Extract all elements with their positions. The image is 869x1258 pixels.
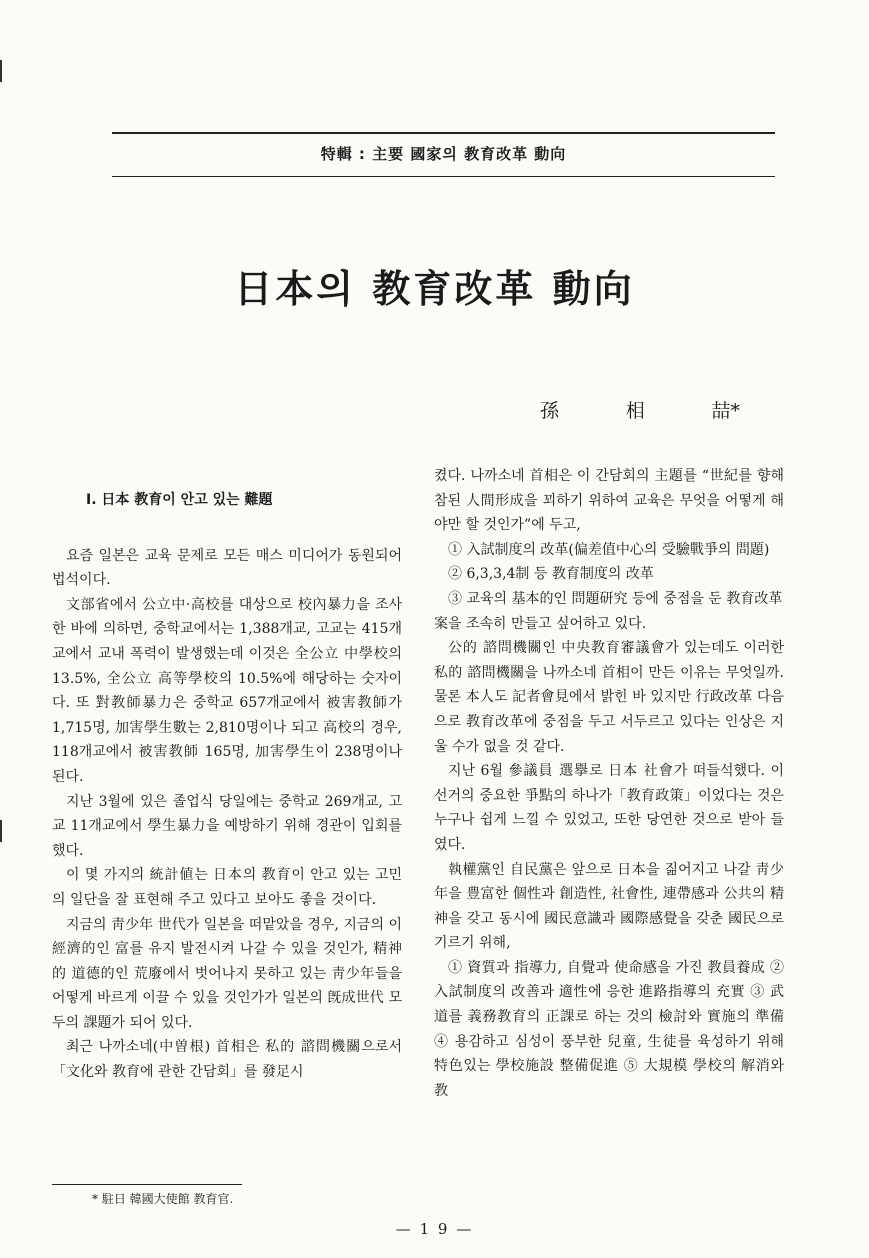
right-column [434,464,784,1103]
paragraph: 執權黨인 自民黨은 앞으로 日本을 짊어지고 나갈 靑少年을 豊富한 個性과 創造性, 社會性, 連帶感과 公共의 精神을 갖고 동시에 國民意識과 國際感覺을 갖춘 國民으로 기르기 위해, [434,861,784,952]
page-number: — 1 9 — [395,1220,474,1238]
list-item: ③ 교육의 基本的인 問題研究 등에 중점을 둔 教育改革案을 조속히 만들고 싶어하고 있다. [434,590,783,632]
paragraph: 지난 3월에 있은 졸업식 당일에는 중학교 269개교, 고교 11개교에서 學生暴力을 예방하기 위해 경관이 입회를 했다. [52,793,402,859]
header-rule-bottom [112,176,775,177]
header-rule-top [112,132,775,134]
left-column [52,488,402,1085]
paragraph: 켰다. 나까소네 首相은 이 간담회의 主題를 “世紀를 향해 참된 人間形成을 꾀하기 위하여 교육은 무엇을 어떻게 해야만 할 것인가”에 두고, [434,468,784,534]
scan-edge-mark [0,820,2,842]
author-char: 喆* [711,400,740,422]
author-char: 相 [625,400,645,422]
list-item: ① 入試制度의 改革(偏差值中心의 受驗戰爭의 問題) [448,541,770,558]
paragraph: ① 資質과 指導力, 自覺과 使命感을 가진 教員養成 ② 入試制度의 改善과 適性에 응한 進路指導의 充實 ③ 武道를 義務教育의 正課로 하는 것의 檢討와 實施의 準備 ④ 용감하고 심성이 풍부한 兒童, 生徒를 육성하기 위해 特色있는 學校施設 整備促進 ⑤ 大規模 學校의 解消와 教 [434,959,784,1099]
article-title: 日本의 教育改革 動向 [234,266,635,311]
paragraph: 文部省에서 公立中·高校를 대상으로 校內暴力을 조사한 바에 의하면, 중학교에서는 1,388개교, 고교는 415개교에서 교내 폭력이 발생했는데 이것은 全公立 中學校의 13.5%, 全公立 高等學校의 10.5%에 해당하는 숫자이다. 또 對教師暴力은 중학교 657개교에서 被害教師가 1,715명, 加害學生數는 2,810명이나 되고 高校의 경우, 118개교에서 被害教師 165명, 加害學生이 238명이나 된다. [52,596,402,785]
paragraph: 公的 諮問機關인 中央教育審議會가 있는데도 이러한 私的 諮問機關을 나까소네 首相이 만든 이유는 무엇일까. 물론 本人도 記者會見에서 밝힌 바 있지만 行政改革 다음으로 教育改革에 중점을 두고 서두르고 있다는 인상은 지울 수가 없을 것 같다. [434,640,784,755]
author-name [540,396,740,423]
section-heading: Ⅰ. 日本 教育이 안고 있는 難題 [86,492,273,508]
author-char: 孫 [540,400,560,422]
footnote-rule [52,1184,242,1185]
footnote: * 駐日 韓國大使館 教育官. [92,1192,234,1206]
scan-edge-mark [0,60,2,82]
paragraph: 이 몇 가지의 統計値는 日本의 教育이 안고 있는 고민의 일단을 잘 표현해 주고 있다고 보아도 좋을 것이다. [52,867,402,908]
paragraph: 최근 나까소네(中曽根) 首相은 私的 諮問機關으로서「文化와 教育에 관한 간담회」를 發足시 [52,1039,402,1081]
section-header: 特輯 : 主要 國家의 教育改革 動向 [320,145,567,163]
list-item: ② 6,3,3,4制 등 教育制度의 改革 [448,566,654,583]
paragraph: 지금의 靑少年 世代가 일본을 떠맡았을 경우, 지금의 이 經濟的인 富를 유지 발전시켜 나갈 수 있을 것인가, 精神的 道德的인 荒廢에서 벗어나지 못하고 있는 靑少年들을 어떻게 바르게 이끌 수 있을 것인가가 일본의 旣成世代 모두의 課題가 되어 있다. [52,916,402,1031]
paragraph: 요즘 일본은 교육 문제로 모든 매스 미디어가 동원되어 법석이다. [52,547,402,589]
paragraph: 지난 6월 參議員 選擧로 日本 社會가 떠들석했다. 이 선거의 중요한 爭點의 하나가「教育政策」이었다는 것은 누구나 쉽게 느낄 수 있었고, 또한 당연한 것으로 받아 들였다. [434,763,784,853]
